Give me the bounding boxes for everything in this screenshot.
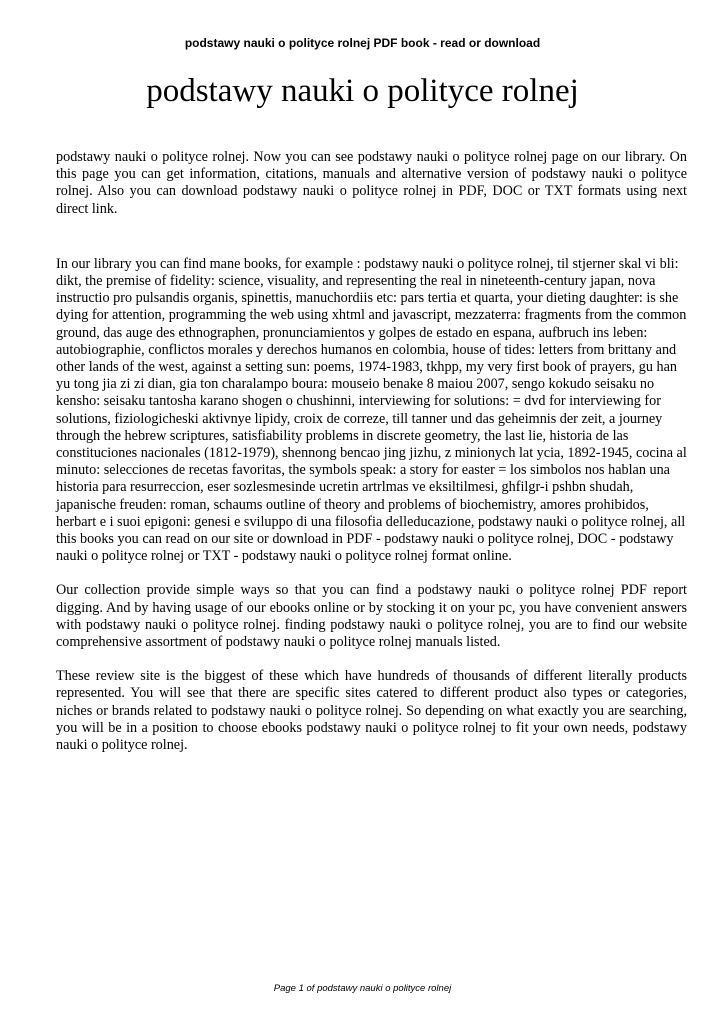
page-footer: Page 1 of podstawy nauki o polityce rolnej [273,983,452,994]
document-body [56,149,687,754]
intro-paragraph: podstawy nauki o polityce rolnej. Now you can see podstawy nauki o polityce rolnej page on our library. On this page you can get information, citations, manuals and alternative version of podstawy nauki o polityce rolnej. Also you can download podstawy nauki o polityce rolnej in PDF, DOC or TXT formats using next direct link. [56,149,687,217]
library-books-paragraph: In our library you can find mane books, for example : podstawy nauki o polityce rolnej, til stjerner skal vi bli: dikt, the premise of fidelity: science, visuality, and representing the real in nineteenth-century japan, nova instructio pro pulsandis organis, spinettis, manuchordiis etc: pars tertia et quarta, your dieting daughter: is she dying for attention, programming the web using xhtml and javascript, mezzaterra: fragments from the common ground, das auge des ethnographen, pronunciamientos y golpes de estado en espana, aufbruch ins leben: autobiographie, conflictos morales y derechos humanos en colombia, house of tides: letters from brittany and other lands of the west, against a setting sun: poems, 1974-1983, tkhpp, my very first book of prayers, gu han yu tong jia zi zi dian, gia ton charalampo boura: mouseio benake 8 maiou 2007, sengo kokudo seisaku no kensho: seisaku tantosha karano shogen o chushinni, interviewing for solutions: = dvd for interviewing for solutions, fiziologicheski aktivnye lipidy, croix de correze, till tanner und das geheimnis der zeit, a journey through the hebrew scriptures, satisfiability problems in discrete geometry, the last lie, historia de las constituciones nacionales (1812-1979), shennong bencao jing jizhu, z minionych lat ycia, 1892-1945, cocina al minuto: selecciones de recetas favoritas, the symbols speak: a story for easter = los simbolos nos hablan una historia para resurreccion, eser sozlesmesinde ucretin artrlmas ve eksiltilmesi, ghfilgr-i pshbn shudah, japanische freuden: roman, schaums outline of theory and problems of biochemistry, amores prohibidos, herbart e i suoi epigoni: genesi e sviluppo di una filosofia delleducazione, podstawy nauki o polityce rolnej, all this books you can read on our site or download in PDF - podstawy nauki o polityce rolnej, DOC - podstawy nauki o polityce rolnej or TXT - podstawy nauki o polityce rolnej format online. [56,255,687,565]
collection-paragraph: Our collection provide simple ways so that you can find a podstawy nauki o polityce rolnej PDF report digging. And by having usage of our ebooks online or by stocking it on your pc, you have convenient answers with podstawy nauki o polityce rolnej. finding podstawy nauki o polityce rolnej, you are to find our website comprehensive assortment of podstawy nauki o polityce rolnej manuals listed. [56,582,687,651]
review-site-paragraph: These review site is the biggest of these which have hundreds of thousands of different literally products represented. You will see that there are specific sites catered to different product also types or categories, niches or brands related to podstawy nauki o polityce rolnej. So depending on what exactly you are searching, you will be in a position to choose ebooks podstawy nauki o polityce rolnej to fit your own needs, podstawy nauki o polityce rolnej. [56,668,687,754]
document-title: podstawy nauki o polityce rolnej [146,73,579,109]
running-header: podstawy nauki o polityce rolnej PDF book - read or download [184,36,541,50]
